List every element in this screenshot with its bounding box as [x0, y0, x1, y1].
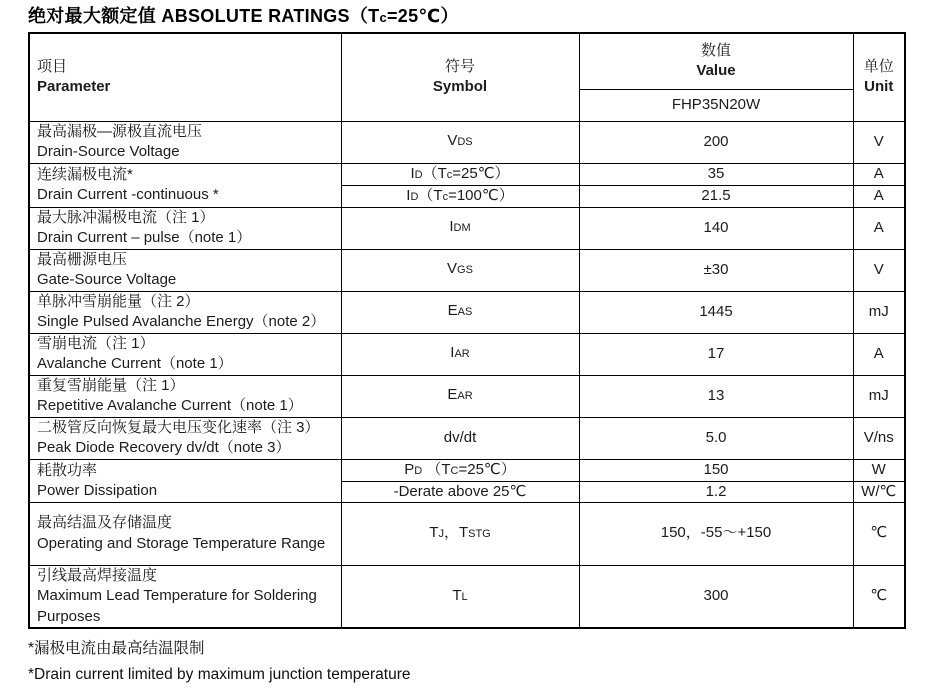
value-cell: 35: [579, 163, 853, 185]
footnote-en: *Drain current limited by maximum junction temperature: [28, 666, 411, 683]
symbol-subscript: AR: [457, 390, 473, 403]
parameter-en: Maximum Lead Temperature for Soldering Purposes: [37, 587, 317, 625]
header-symbol-zh: 符号: [444, 57, 475, 75]
footnotes: [28, 636, 949, 688]
symbol-text: P: [404, 460, 415, 478]
symbol-subscript: D: [410, 190, 419, 203]
symbol-text: （T: [418, 186, 443, 204]
unit-cell: W/℃: [853, 481, 905, 502]
parameter-zh: 单脉冲雪崩能量（注 2）: [37, 292, 200, 310]
unit-cell: ℃: [853, 502, 905, 565]
table-header: [29, 33, 905, 121]
symbol-subscript: c: [446, 168, 453, 181]
parameter-cell: [29, 163, 341, 207]
header-unit-zh: 单位: [863, 57, 894, 75]
symbol-cell: [341, 417, 579, 459]
parameter-en: Drain Current -continuous *: [37, 186, 219, 203]
table-row: [29, 333, 905, 375]
parameter-zh: 最高漏极—源极直流电压: [37, 122, 203, 140]
symbol-subscript: DS: [457, 136, 473, 149]
value-cell: 300: [579, 565, 853, 628]
header-parameter-zh: 项目: [37, 57, 68, 75]
symbol-text: T: [429, 523, 439, 541]
parameter-cell: [29, 502, 341, 565]
symbol-cell: [341, 121, 579, 163]
unit-cell: mJ: [853, 291, 905, 333]
parameter-cell: [29, 207, 341, 249]
parameter-zh: 连续漏极电流*: [37, 166, 133, 183]
symbol-cell: [341, 333, 579, 375]
symbol-text: -Derate above 25℃: [393, 482, 527, 500]
value-cell: 150，-55～+150: [579, 502, 853, 565]
parameter-en: Drain-Source Voltage: [37, 143, 180, 160]
header-unit-en: Unit: [864, 78, 894, 96]
parameter-cell: [29, 291, 341, 333]
parameter-cell: [29, 417, 341, 459]
header-value-zh: 数值: [700, 41, 731, 59]
symbol-text: I: [450, 344, 455, 362]
unit-cell: mJ: [853, 375, 905, 417]
value-cell: 200: [579, 121, 853, 163]
absolute-ratings-table: [28, 32, 906, 629]
unit-cell: V/ns: [853, 417, 905, 459]
parameter-en: Power Dissipation: [37, 481, 158, 499]
parameter-zh: 重复雪崩能量（注 1）: [37, 376, 185, 394]
symbol-text: （T: [422, 460, 451, 478]
symbol-text: ，T: [443, 523, 469, 541]
parameter-cell: [29, 459, 341, 502]
value-cell: 140: [579, 207, 853, 249]
unit-cell: ℃: [853, 565, 905, 628]
page-title-subscript: c: [379, 10, 387, 25]
device-name-cell: FHP35N20W: [579, 89, 853, 121]
parameter-zh: 最高结温及存储温度: [37, 514, 173, 531]
header-parameter-en: Parameter: [37, 78, 111, 96]
symbol-text: E: [447, 386, 458, 404]
symbol-subscript: DM: [453, 222, 471, 235]
symbol-text: E: [447, 302, 458, 320]
symbol-cell: [341, 207, 579, 249]
symbol-subscript: AS: [457, 306, 473, 319]
parameter-zh: 耗散功率: [37, 461, 98, 479]
parameter-cell: [29, 375, 341, 417]
symbol-subscript: c: [442, 190, 449, 203]
symbol-text: V: [447, 132, 458, 150]
value-cell: 150: [579, 459, 853, 481]
symbol-cell: [341, 459, 579, 481]
column-header-value: [579, 33, 853, 89]
parameter-zh: 引线最高焊接温度: [37, 566, 158, 584]
unit-cell: A: [853, 163, 905, 185]
symbol-text: V: [447, 260, 458, 278]
parameter-cell: [29, 565, 341, 628]
unit-cell: A: [853, 185, 905, 207]
symbol-subscript: D: [414, 168, 423, 181]
table-row: [29, 121, 905, 163]
parameter-zh: 雪崩电流（注 1）: [37, 334, 155, 352]
symbol-subscript: C: [450, 464, 459, 477]
symbol-subscript: STG: [468, 527, 491, 540]
symbol-cell: [341, 502, 579, 565]
parameter-zh: 二极管反向恢复最大电压变化速率（注 3）: [37, 418, 320, 436]
symbol-cell: [341, 185, 579, 207]
symbol-cell: [341, 481, 579, 502]
table-row: [29, 502, 905, 565]
symbol-subscript: AR: [454, 348, 470, 361]
unit-cell: V: [853, 249, 905, 291]
table-row: [29, 375, 905, 417]
symbol-text: I: [449, 218, 454, 236]
parameter-en: Avalanche Current（note 1）: [37, 355, 233, 372]
unit-cell: W: [853, 459, 905, 481]
value-cell: 13: [579, 375, 853, 417]
unit-cell: A: [853, 333, 905, 375]
table-row: [29, 417, 905, 459]
column-header-unit: [853, 33, 905, 121]
unit-cell: V: [853, 121, 905, 163]
table-row: [29, 459, 905, 481]
symbol-text: =25℃）: [458, 460, 516, 478]
table-row: [29, 291, 905, 333]
table-row: [29, 249, 905, 291]
page-title: [28, 2, 949, 28]
symbol-text: I: [410, 164, 415, 182]
page-title-suffix: =25℃）: [387, 6, 459, 26]
symbol-text: =25℃）: [452, 164, 510, 182]
parameter-en: Peak Diode Recovery dv/dt（note 3）: [37, 439, 291, 456]
value-cell: ±30: [579, 249, 853, 291]
symbol-cell: [341, 291, 579, 333]
footnote-zh: *漏极电流由最高结温限制: [28, 640, 205, 657]
table-row: [29, 565, 905, 628]
header-symbol-en: Symbol: [432, 78, 488, 96]
value-cell: 1445: [579, 291, 853, 333]
column-header-symbol: [341, 33, 579, 121]
parameter-en: Drain Current – pulse（note 1）: [37, 229, 252, 246]
parameter-en: Gate-Source Voltage: [37, 271, 177, 288]
page-title-text: 绝对最大额定值 ABSOLUTE RATINGS（T: [28, 6, 380, 26]
parameter-cell: [29, 121, 341, 163]
symbol-subscript: J: [438, 527, 444, 540]
parameter-zh: 最大脉冲漏极电流（注 1）: [37, 208, 215, 226]
parameter-zh: 最高栅源电压: [37, 250, 128, 268]
symbol-subscript: D: [414, 464, 423, 477]
symbol-cell: [341, 163, 579, 185]
ratings-tbody: [29, 121, 905, 628]
header-value-en: Value: [696, 62, 736, 80]
parameter-cell: [29, 333, 341, 375]
symbol-subscript: GS: [457, 264, 473, 277]
symbol-cell: [341, 375, 579, 417]
value-cell: 1.2: [579, 481, 853, 502]
parameter-en: Single Pulsed Avalanche Energy（note 2）: [37, 313, 326, 330]
symbol-text: I: [406, 186, 411, 204]
column-header-parameter: [29, 33, 341, 121]
parameter-en: Repetitive Avalanche Current（note 1）: [37, 397, 303, 414]
parameter-en: Operating and Storage Temperature Range: [37, 534, 326, 552]
unit-cell: A: [853, 207, 905, 249]
value-cell: 17: [579, 333, 853, 375]
symbol-cell: [341, 249, 579, 291]
symbol-text: （T: [422, 164, 447, 182]
parameter-cell: [29, 249, 341, 291]
value-cell: 21.5: [579, 185, 853, 207]
value-cell: 5.0: [579, 417, 853, 459]
symbol-cell: [341, 565, 579, 628]
symbol-text: =100℃）: [448, 186, 514, 204]
table-row: [29, 163, 905, 185]
symbol-text: dv/dt: [443, 428, 477, 446]
table-row: [29, 207, 905, 249]
symbol-subscript: L: [461, 590, 468, 603]
symbol-text: T: [452, 586, 462, 604]
